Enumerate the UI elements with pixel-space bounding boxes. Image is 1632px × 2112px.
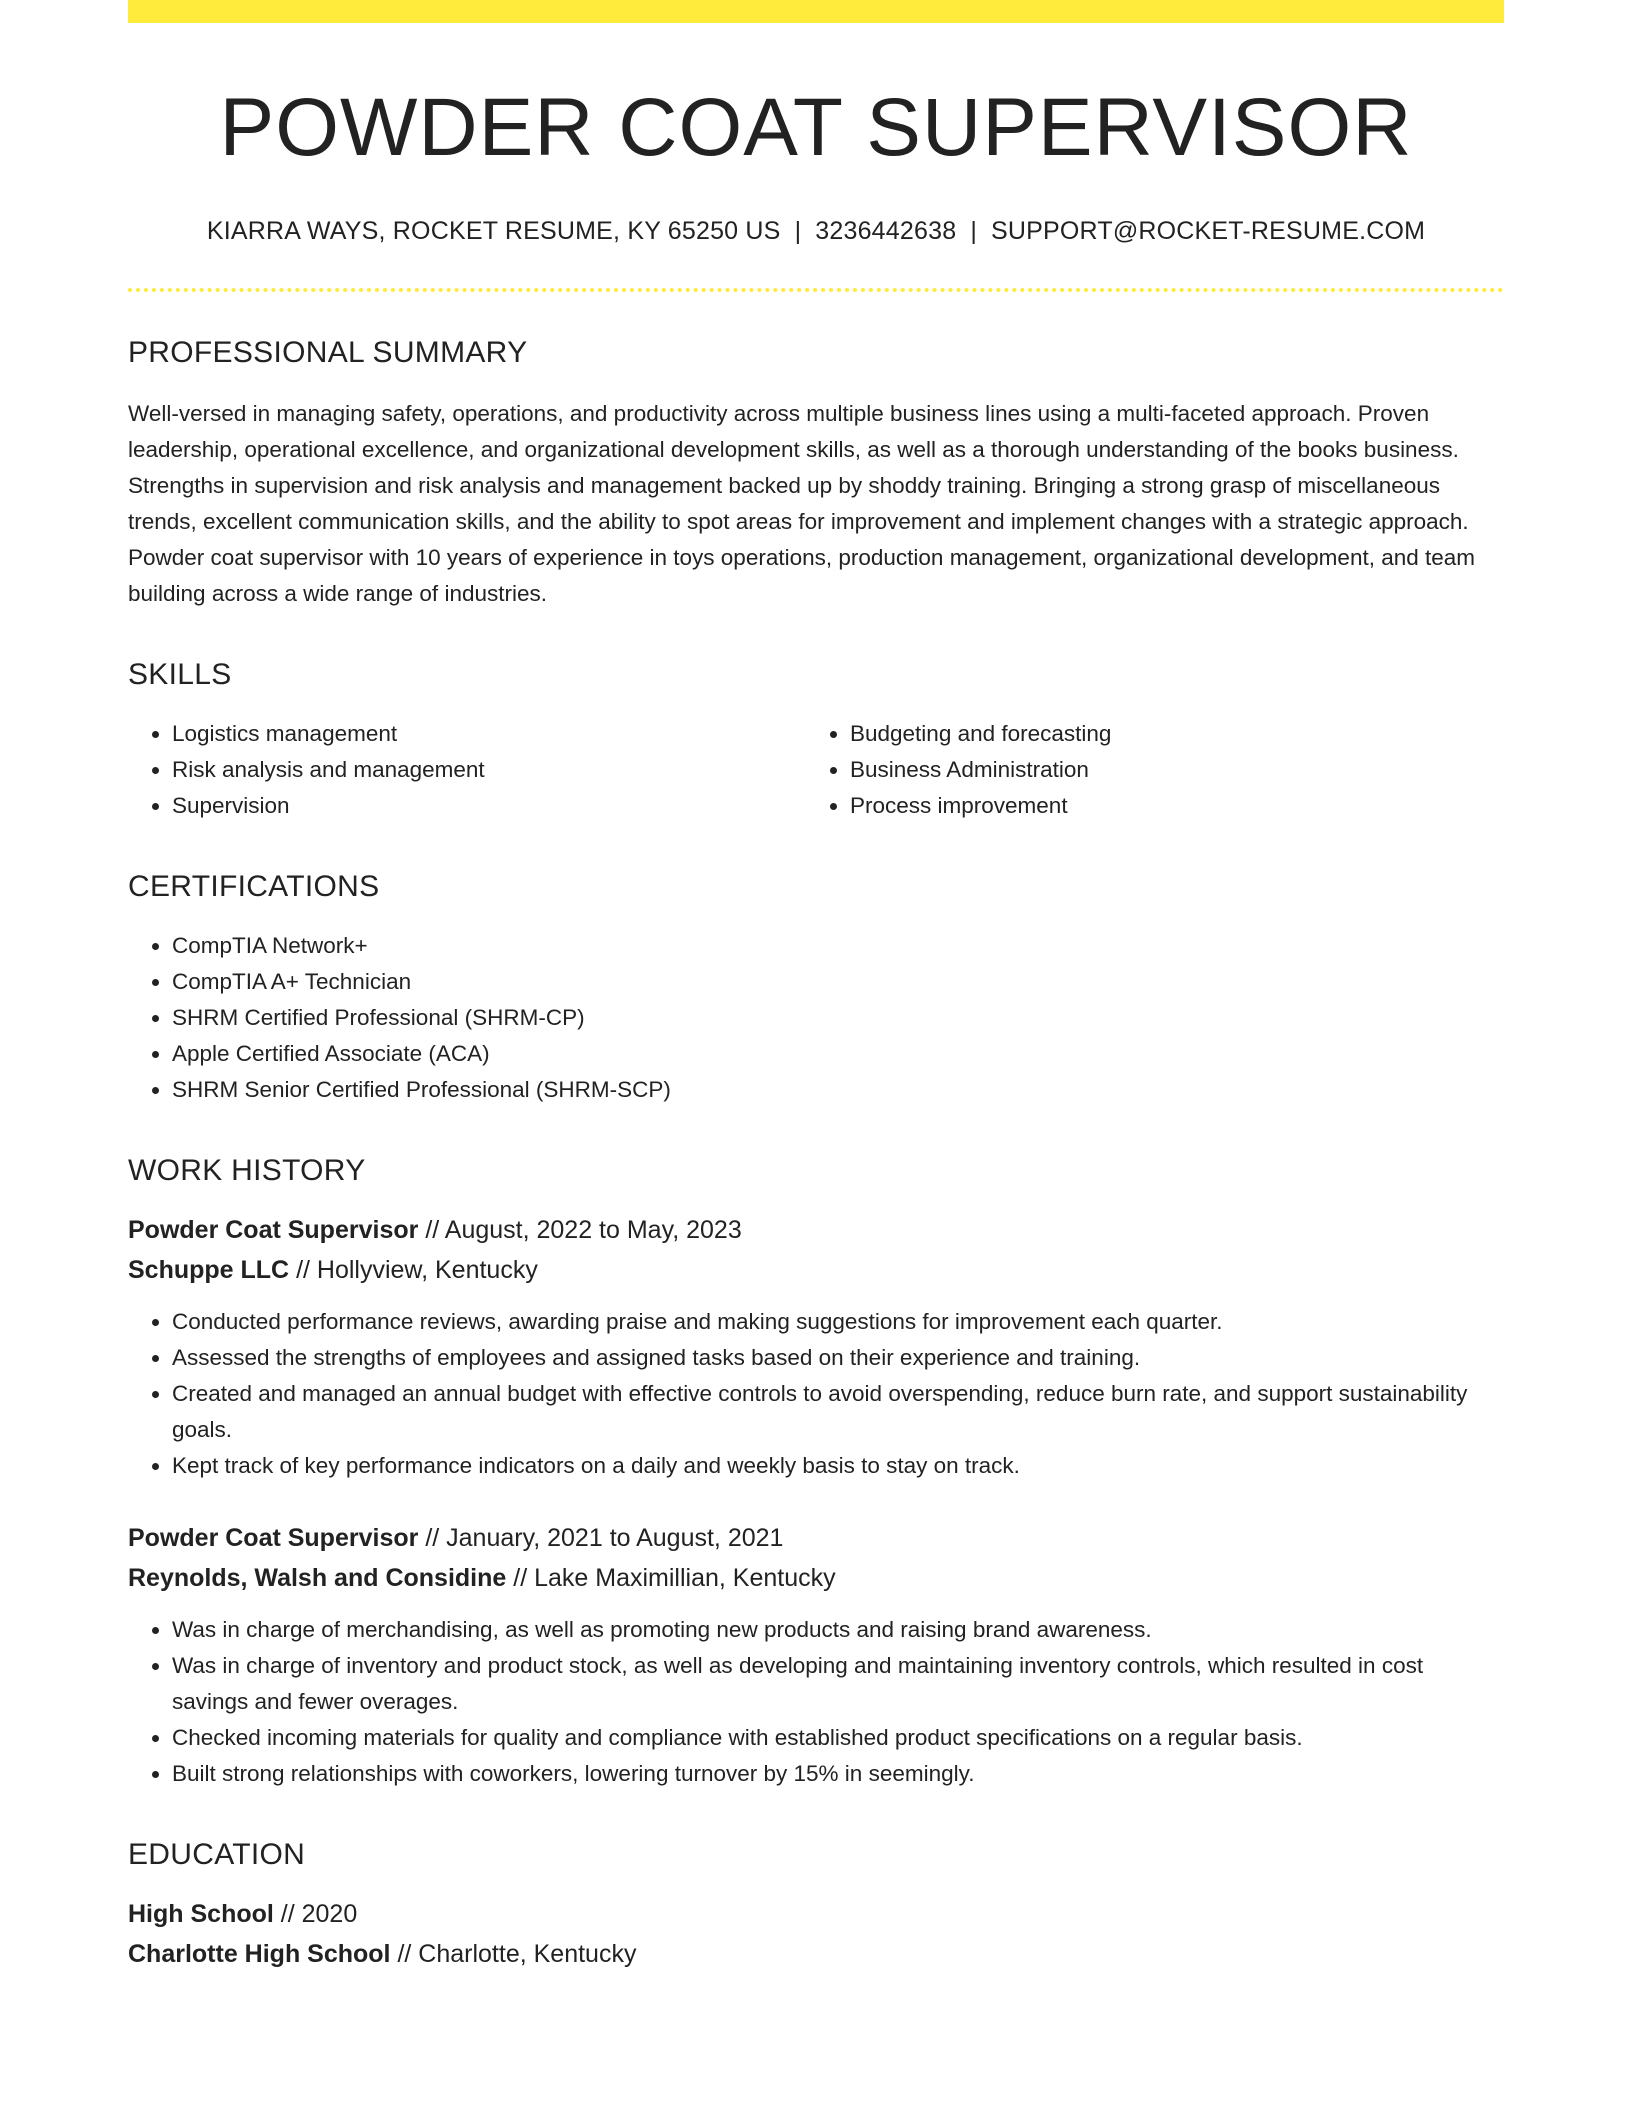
job-bullets — [128, 1304, 1504, 1484]
contact-phone: 3236442638 — [815, 217, 957, 246]
skill-item: • Logistics management — [172, 716, 806, 752]
job-dates: // August, 2022 to May, 2023 — [425, 1216, 742, 1245]
skill-item: • Risk analysis and management — [172, 752, 806, 788]
education-school-line — [128, 1934, 1504, 1974]
job-bullet: • Built strong relationships with coworkers, lowering turnover by 15% in seemingly. — [172, 1756, 1504, 1792]
job-bullet: • Was in charge of merchandising, as well as promoting new products and raising brand awareness. — [172, 1612, 1504, 1648]
resume-page — [128, 0, 1504, 1974]
job-entry — [128, 1518, 1504, 1792]
skills-heading: SKILLS — [128, 658, 232, 692]
job-company: Reynolds, Walsh and Considine — [128, 1564, 507, 1593]
certification-item: • CompTIA Network+ — [172, 928, 1504, 964]
job-bullet: • Created and managed an annual budget with effective controls to avoid overspending, reduce burn rate, and support sustainability goals. — [172, 1376, 1504, 1448]
job-entry — [128, 1210, 1504, 1484]
certification-item: • Apple Certified Associate (ACA) — [172, 1036, 1504, 1072]
education-degree-line — [128, 1894, 1504, 1934]
skills-right-list — [806, 716, 1484, 824]
summary-heading: PROFESSIONAL SUMMARY — [128, 336, 528, 370]
certifications-section — [128, 870, 1504, 1108]
contact-address: KIARRA WAYS, ROCKET RESUME, KY 65250 US — [206, 217, 781, 246]
job-title-line — [128, 1210, 1504, 1250]
summary-section — [128, 336, 1504, 612]
education-location: // Charlotte, Kentucky — [397, 1940, 637, 1969]
skills-left-list — [128, 716, 806, 824]
contact-separator: | — [970, 217, 978, 246]
job-company-line — [128, 1250, 1504, 1290]
job-bullet: • Assessed the strengths of employees and assigned tasks based on their experience and training. — [172, 1340, 1504, 1376]
certifications-list — [128, 928, 1504, 1108]
skills-grid — [128, 716, 1504, 824]
summary-text: Well-versed in managing safety, operations, and productivity across multiple business lines using a multi-faceted approach. Proven leadership, operational excellence, and organizational development skills, as well as a thorough understanding of the books business. Strengths in supervision and risk analysis and management backed up by shoddy training. Bringing a strong grasp of miscellaneous trends, excellent communication skills, and the ability to spot areas for improvement and implement changes with a strategic approach. Powder coat supervisor with 10 years of experience in toys operations, production management, organizational development, and team building across a wide range of industries. — [128, 401, 1476, 607]
education-year: // 2020 — [280, 1900, 358, 1929]
job-location: // Lake Maximillian, Kentucky — [513, 1564, 836, 1593]
job-bullet: • Conducted performance reviews, awarding praise and making suggestions for improvement each quarter. — [172, 1304, 1504, 1340]
job-company: Schuppe LLC — [128, 1256, 290, 1285]
education-section — [128, 1838, 1504, 1974]
skill-item: • Budgeting and forecasting — [850, 716, 1484, 752]
certification-item: • SHRM Certified Professional (SHRM-CP) — [172, 1000, 1504, 1036]
education-school: Charlotte High School — [128, 1940, 391, 1969]
certification-item: • SHRM Senior Certified Professional (SHRM-SCP) — [172, 1072, 1504, 1108]
contact-line — [128, 217, 1504, 246]
skill-item: • Supervision — [172, 788, 806, 824]
certification-item: • CompTIA A+ Technician — [172, 964, 1504, 1000]
job-title: Powder Coat Supervisor — [128, 1524, 419, 1553]
skill-item: • Process improvement — [850, 788, 1484, 824]
certifications-heading: CERTIFICATIONS — [128, 870, 380, 904]
dotted-divider — [128, 288, 1504, 292]
job-company-line — [128, 1558, 1504, 1598]
job-bullet: • Checked incoming materials for quality and compliance with established product specifications on a regular basis. — [172, 1720, 1504, 1756]
skill-item: • Business Administration — [850, 752, 1484, 788]
work-history-section — [128, 1154, 1504, 1792]
skills-section — [128, 658, 1504, 824]
contact-separator: | — [794, 217, 802, 246]
job-dates: // January, 2021 to August, 2021 — [425, 1524, 784, 1553]
education-heading: EDUCATION — [128, 1838, 306, 1872]
job-location: // Hollyview, Kentucky — [296, 1256, 538, 1285]
job-bullet: • Kept track of key performance indicators on a daily and weekly basis to stay on track. — [172, 1448, 1504, 1484]
job-title: Powder Coat Supervisor — [128, 1216, 419, 1245]
job-bullets — [128, 1612, 1504, 1792]
education-degree: High School — [128, 1900, 274, 1929]
contact-email: SUPPORT@ROCKET-RESUME.COM — [991, 217, 1426, 246]
job-bullet: • Was in charge of inventory and product stock, as well as developing and maintaining inventory controls, which resulted in cost savings and fewer overages. — [172, 1648, 1504, 1720]
work-history-heading: WORK HISTORY — [128, 1154, 366, 1188]
resume-title: POWDER COAT SUPERVISOR — [219, 82, 1413, 173]
job-title-line — [128, 1518, 1504, 1558]
top-accent-bar — [128, 0, 1504, 23]
